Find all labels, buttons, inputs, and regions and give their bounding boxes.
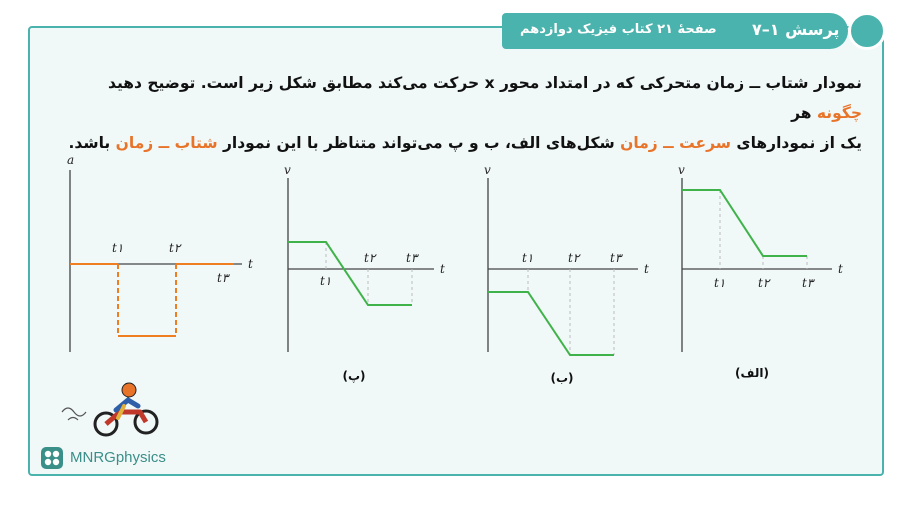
velocity-graph-b	[484, 163, 649, 385]
velocity-graph-p	[284, 163, 445, 383]
t-axis-label: t	[248, 257, 253, 271]
acceleration-time-graph	[67, 153, 253, 352]
brand-logo-icon	[40, 446, 64, 470]
velocity-graph-alef	[678, 163, 843, 380]
velocity-curve-b	[488, 292, 614, 355]
t-axis-label: t	[838, 262, 843, 276]
velocity-curve-alef	[682, 190, 807, 256]
t-axis-label: t	[440, 262, 445, 276]
tick-t3: t۳	[217, 271, 229, 285]
text-segment: شکل‌های الف، ب و پ می‌تواند متناظر با این نمودار	[217, 134, 621, 152]
tick-t3: t۳	[802, 276, 814, 290]
caption-p: (پ)	[342, 369, 366, 383]
v-axis-label: v	[484, 163, 491, 177]
question-number: پرسش ۱–۷	[752, 20, 840, 39]
tick-t1: t۱	[320, 274, 332, 288]
highlight-acceleration-time: شتاب ــ زمان	[115, 134, 218, 152]
caption-alef: (الف)	[735, 366, 769, 380]
velocity-curve-p	[288, 242, 412, 305]
tick-t2: t۲	[169, 241, 181, 255]
tick-t2: t۲	[364, 251, 376, 265]
caption-b: (ب)	[550, 371, 574, 385]
t-axis-label: t	[644, 262, 649, 276]
text-segment: یک از نمودارهای	[730, 134, 862, 152]
a-axis-label: a	[67, 153, 75, 167]
tick-t1: t۱	[522, 251, 534, 265]
tick-t1: t۱	[112, 241, 124, 255]
text-segment: باشد.	[68, 134, 116, 152]
text-segment: هر	[791, 104, 817, 122]
brand-name: MNRGphysics	[70, 449, 166, 466]
tick-t2: t۲	[758, 276, 770, 290]
v-axis-label: v	[284, 163, 291, 177]
tick-t3: t۳	[610, 251, 622, 265]
book-reference: صفحهٔ ۲۱ کتاب فیزیک دوازدهم	[520, 22, 717, 37]
highlight-velocity-time: سرعت ــ زمان	[620, 134, 731, 152]
tick-t2: t۲	[568, 251, 580, 265]
motorcycle-rider-icon	[58, 378, 168, 440]
tick-t3: t۳	[406, 251, 418, 265]
v-axis-label: v	[678, 163, 685, 177]
text-segment: نمودار شتاب ــ زمان متحرکی که در امتداد محور x حرکت می‌کند مطابق شکل زیر است. توضیح دهید	[107, 74, 862, 92]
tick-t1: t۱	[714, 276, 726, 290]
highlight-how: چگونه	[816, 104, 862, 122]
